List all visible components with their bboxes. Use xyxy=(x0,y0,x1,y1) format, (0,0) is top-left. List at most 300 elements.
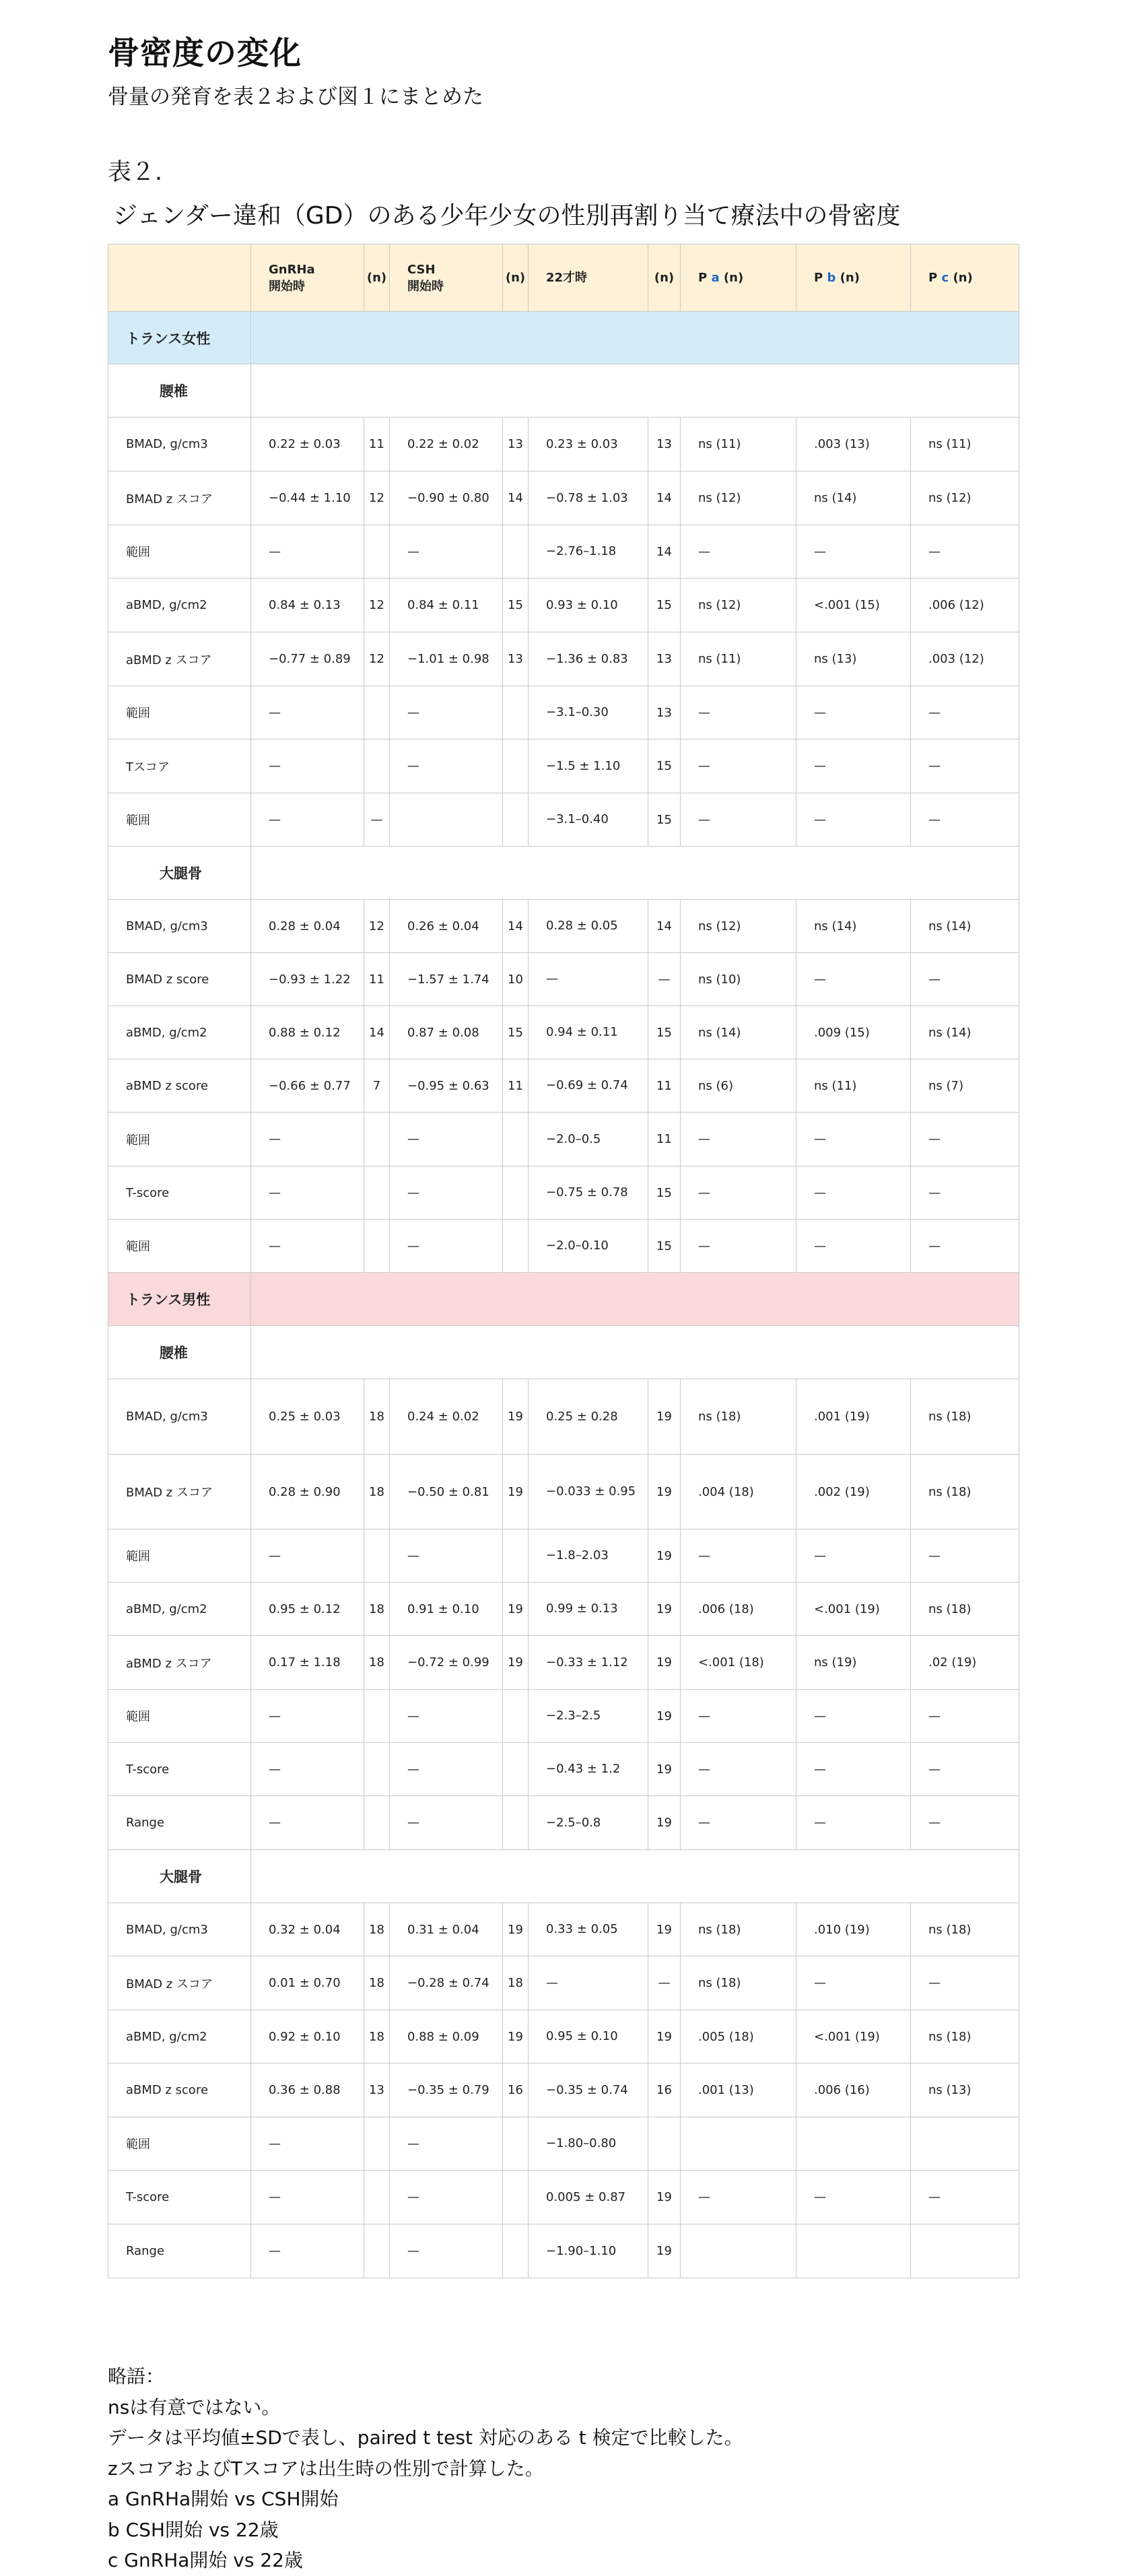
gnrha-value: — xyxy=(251,2117,364,2171)
age22-n: 15 xyxy=(648,793,681,847)
age22-n: 19 xyxy=(648,2010,681,2063)
p-c-value: ns (14) xyxy=(911,1006,1019,1059)
csh-value: — xyxy=(390,1113,503,1166)
gnrha-n xyxy=(364,2117,390,2171)
gnrha-n xyxy=(364,2171,390,2224)
row-label: 範囲 xyxy=(108,525,251,579)
gnrha-n: 11 xyxy=(364,418,390,471)
gnrha-value: — xyxy=(251,793,364,847)
age22-value: −0.43 ± 1.2 xyxy=(529,1743,648,1796)
footnote-line: a GnRHa開始 vs CSH開始 xyxy=(108,2488,339,2510)
gnrha-n: 12 xyxy=(364,632,390,686)
age22-value: −0.35 ± 0.74 xyxy=(529,2063,648,2117)
age22-value: 0.33 ± 0.05 xyxy=(529,1903,648,1956)
p-c-value: ns (14) xyxy=(911,900,1019,953)
age22-n: 13 xyxy=(648,418,681,471)
p-b-value: .010 (19) xyxy=(796,1903,911,1956)
csh-n xyxy=(503,686,529,739)
gnrha-value: −0.77 ± 0.89 xyxy=(251,632,364,686)
age22-n: 19 xyxy=(648,1796,681,1850)
gnrha-value: 0.22 ± 0.03 xyxy=(251,418,364,471)
p-a-value: ns (18) xyxy=(681,1379,796,1455)
p-c-value: — xyxy=(911,1220,1019,1273)
table-row xyxy=(108,1529,1019,1583)
row-label: BMAD, g/cm3 xyxy=(108,1379,251,1455)
table-row xyxy=(108,1743,1019,1796)
age22-n: 15 xyxy=(648,1220,681,1273)
row-label: BMAD z スコア xyxy=(108,1455,251,1529)
age22-n: 19 xyxy=(648,1379,681,1455)
p-b-value: .009 (15) xyxy=(796,1006,911,1059)
row-label: 範囲 xyxy=(108,1690,251,1743)
subsection-row xyxy=(108,1326,1019,1379)
csh-n xyxy=(503,525,529,579)
age22-n: 13 xyxy=(648,686,681,739)
p-b-value: — xyxy=(796,1690,911,1743)
csh-value: — xyxy=(390,2171,503,2224)
p-b-value: <.001 (15) xyxy=(796,579,911,632)
p-b-value: — xyxy=(796,1166,911,1220)
section-row-trans-female xyxy=(108,312,1019,364)
subsection-row xyxy=(108,847,1019,900)
age22-value: 0.99 ± 0.13 xyxy=(529,1583,648,1636)
p-b-value: .003 (13) xyxy=(796,418,911,471)
csh-value: — xyxy=(390,1796,503,1850)
table-row xyxy=(108,1220,1019,1273)
gnrha-value: 0.32 ± 0.04 xyxy=(251,1903,364,1956)
footnote-line: nsは有意ではない。 xyxy=(108,2396,281,2418)
p-a-value xyxy=(681,2224,796,2278)
p-b-value: — xyxy=(796,1743,911,1796)
table-row xyxy=(108,686,1019,739)
gnrha-value: 0.28 ± 0.90 xyxy=(251,1455,364,1529)
p-c-value: .003 (12) xyxy=(911,632,1019,686)
p-b-value: — xyxy=(796,953,911,1006)
age22-value: −3.1–0.30 xyxy=(529,686,648,739)
csh-value: 0.87 ± 0.08 xyxy=(390,1006,503,1059)
section-fill xyxy=(251,1273,1019,1326)
csh-value: −0.90 ± 0.80 xyxy=(390,471,503,525)
p-c-value: — xyxy=(911,1796,1019,1850)
csh-value: — xyxy=(390,1690,503,1743)
p-a-value: — xyxy=(681,1743,796,1796)
p-a-value: .004 (18) xyxy=(681,1455,796,1529)
gnrha-n: 18 xyxy=(364,1956,390,2010)
table-row xyxy=(108,2117,1019,2171)
subsection-label: 腰椎 xyxy=(108,1326,251,1379)
row-label: 範囲 xyxy=(108,1113,251,1166)
p-b-value: — xyxy=(796,793,911,847)
gnrha-n xyxy=(364,1529,390,1583)
p-b-value: .001 (19) xyxy=(796,1379,911,1455)
age22-value: −0.033 ± 0.95 xyxy=(529,1455,648,1529)
row-label: 範囲 xyxy=(108,1529,251,1583)
p-c-value: ns (18) xyxy=(911,1583,1019,1636)
csh-value: 0.91 ± 0.10 xyxy=(390,1583,503,1636)
bone-density-table xyxy=(108,244,1019,2278)
csh-n: 19 xyxy=(503,2010,529,2063)
subsection-fill xyxy=(251,1850,1019,1903)
csh-value: — xyxy=(390,1743,503,1796)
p-label: P xyxy=(928,271,938,285)
row-label: Range xyxy=(108,2224,251,2278)
age22-value: 0.25 ± 0.28 xyxy=(529,1379,648,1455)
gnrha-value: 0.92 ± 0.10 xyxy=(251,2010,364,2063)
p-c-value: — xyxy=(911,1956,1019,2010)
p-a-value: ns (11) xyxy=(681,418,796,471)
gnrha-n-header xyxy=(364,244,390,312)
csh-n xyxy=(503,1166,529,1220)
table-row xyxy=(108,1379,1019,1455)
section-label: トランス女性 xyxy=(108,312,251,364)
csh-value xyxy=(390,793,503,847)
p-c-value: — xyxy=(911,1690,1019,1743)
age22-value: — xyxy=(529,953,648,1006)
p-c-value: ns (13) xyxy=(911,2063,1019,2117)
p-c-value: — xyxy=(911,793,1019,847)
p-b-value: .002 (19) xyxy=(796,1455,911,1529)
gnrha-value: 0.01 ± 0.70 xyxy=(251,1956,364,2010)
csh-n: 11 xyxy=(503,1059,529,1113)
csh-value: −0.35 ± 0.79 xyxy=(390,2063,503,2117)
gnrha-value: — xyxy=(251,525,364,579)
p-a-value: ns (14) xyxy=(681,1006,796,1059)
csh-n: 13 xyxy=(503,418,529,471)
table-row xyxy=(108,1583,1019,1636)
gnrha-value: 0.36 ± 0.88 xyxy=(251,2063,364,2117)
csh-value: — xyxy=(390,525,503,579)
section-row-trans-male xyxy=(108,1273,1019,1326)
gnrha-n: 12 xyxy=(364,471,390,525)
p-a-value: <.001 (18) xyxy=(681,1636,796,1690)
age22-n: 19 xyxy=(648,2171,681,2224)
age22-value: −1.36 ± 0.83 xyxy=(529,632,648,686)
age22-n: 14 xyxy=(648,900,681,953)
row-label: 範囲 xyxy=(108,686,251,739)
n-label: (n) xyxy=(723,271,744,285)
csh-n: 15 xyxy=(503,1006,529,1059)
age22-n: 11 xyxy=(648,1113,681,1166)
header-line-1: CSH xyxy=(407,262,436,277)
page-title: 骨密度の変化 xyxy=(108,35,302,72)
csh-value: 0.24 ± 0.02 xyxy=(390,1379,503,1455)
p-b-value xyxy=(796,2117,911,2171)
p-a-value: ns (10) xyxy=(681,953,796,1006)
table-row xyxy=(108,1113,1019,1166)
row-label: BMAD, g/cm3 xyxy=(108,418,251,471)
header-line-1: GnRHa xyxy=(269,262,315,277)
csh-value: −0.72 ± 0.99 xyxy=(390,1636,503,1690)
p-a-value: — xyxy=(681,1529,796,1583)
p-b-value: — xyxy=(796,1796,911,1850)
age22-n: — xyxy=(648,1956,681,2010)
gnrha-start-header xyxy=(251,244,364,312)
table-row xyxy=(108,2063,1019,2117)
p-a-value: — xyxy=(681,1796,796,1850)
p-label: P xyxy=(698,271,708,285)
csh-n xyxy=(503,1113,529,1166)
gnrha-value: — xyxy=(251,1166,364,1220)
age22-n: 16 xyxy=(648,2063,681,2117)
p-b-value: — xyxy=(796,1113,911,1166)
gnrha-value: −0.66 ± 0.77 xyxy=(251,1059,364,1113)
csh-n xyxy=(503,2171,529,2224)
table-row xyxy=(108,1006,1019,1059)
age22-value: −2.5–0.8 xyxy=(529,1796,648,1850)
age22-n: 15 xyxy=(648,1166,681,1220)
p-a-value: — xyxy=(681,793,796,847)
age22-value: 0.94 ± 0.11 xyxy=(529,1006,648,1059)
p-c-value: ns (18) xyxy=(911,1455,1019,1529)
comparison-superscript: b xyxy=(827,271,836,285)
p-b-value: .006 (16) xyxy=(796,2063,911,2117)
gnrha-n xyxy=(364,1796,390,1850)
csh-value: 0.88 ± 0.09 xyxy=(390,2010,503,2063)
p-c-value: — xyxy=(911,1166,1019,1220)
row-label: aBMD z スコア xyxy=(108,1636,251,1690)
gnrha-n xyxy=(364,2224,390,2278)
age22-value: −1.80–0.80 xyxy=(529,2117,648,2171)
header-line-1: 22才時 xyxy=(546,271,588,285)
csh-n: 18 xyxy=(503,1956,529,2010)
p-a-value: ns (11) xyxy=(681,632,796,686)
gnrha-n xyxy=(364,686,390,739)
subsection-label: 大腿骨 xyxy=(108,847,251,900)
age22-value: −2.76–1.18 xyxy=(529,525,648,579)
p-b-value: ns (11) xyxy=(796,1059,911,1113)
age22-n: 19 xyxy=(648,1903,681,1956)
subsection-fill xyxy=(251,1326,1019,1379)
table-row xyxy=(108,1956,1019,2010)
row-label: aBMD z スコア xyxy=(108,632,251,686)
csh-n-header xyxy=(503,244,529,312)
p-b-value: — xyxy=(796,2171,911,2224)
age22-n: 19 xyxy=(648,1690,681,1743)
csh-value: — xyxy=(390,2224,503,2278)
p-c-value: — xyxy=(911,525,1019,579)
p-c-value: ns (11) xyxy=(911,418,1019,471)
gnrha-n: 18 xyxy=(364,1455,390,1529)
gnrha-value: — xyxy=(251,739,364,793)
table-row xyxy=(108,471,1019,525)
p-a-value: — xyxy=(681,1166,796,1220)
row-label: 範囲 xyxy=(108,2117,251,2171)
table-row xyxy=(108,1903,1019,1956)
p-a-value: ns (12) xyxy=(681,579,796,632)
age22-n: 15 xyxy=(648,739,681,793)
gnrha-n: 13 xyxy=(364,2063,390,2117)
age22-header xyxy=(529,244,648,312)
p-c-value: ns (18) xyxy=(911,1903,1019,1956)
p-a-value: ns (18) xyxy=(681,1903,796,1956)
p-a-value: ns (12) xyxy=(681,900,796,953)
age22-value: 0.28 ± 0.05 xyxy=(529,900,648,953)
row-label: aBMD, g/cm2 xyxy=(108,579,251,632)
p-b-value: — xyxy=(796,1220,911,1273)
p-b-value: — xyxy=(796,686,911,739)
gnrha-value: — xyxy=(251,686,364,739)
csh-value: — xyxy=(390,1220,503,1273)
gnrha-value: — xyxy=(251,1690,364,1743)
csh-n xyxy=(503,1220,529,1273)
section-label: トランス男性 xyxy=(108,1273,251,1326)
gnrha-value: — xyxy=(251,2224,364,2278)
csh-value: 0.84 ± 0.11 xyxy=(390,579,503,632)
table-row xyxy=(108,793,1019,847)
gnrha-value: 0.88 ± 0.12 xyxy=(251,1006,364,1059)
csh-start-header xyxy=(390,244,503,312)
age22-value: 0.23 ± 0.03 xyxy=(529,418,648,471)
table-row xyxy=(108,632,1019,686)
age22-value: — xyxy=(529,1956,648,2010)
gnrha-n xyxy=(364,1743,390,1796)
age22-n: 19 xyxy=(648,1636,681,1690)
csh-value: −0.95 ± 0.63 xyxy=(390,1059,503,1113)
p-c-value xyxy=(911,2224,1019,2278)
p-a-value: ns (18) xyxy=(681,1956,796,2010)
csh-value: −0.28 ± 0.74 xyxy=(390,1956,503,2010)
csh-n xyxy=(503,2117,529,2171)
table-label: 表２. xyxy=(108,159,163,186)
n-label: (n) xyxy=(840,271,860,285)
csh-value: −1.01 ± 0.98 xyxy=(390,632,503,686)
p-a-value: — xyxy=(681,2171,796,2224)
gnrha-n: 12 xyxy=(364,900,390,953)
p-b-value: — xyxy=(796,525,911,579)
age22-value: −1.8–2.03 xyxy=(529,1529,648,1583)
age22-n: 19 xyxy=(648,1743,681,1796)
csh-n: 19 xyxy=(503,1636,529,1690)
csh-value: — xyxy=(390,739,503,793)
table-caption: ジェンダー違和（GD）のある少年少女の性別再割り当て療法中の骨密度 xyxy=(113,202,901,230)
p-a-header xyxy=(681,244,796,312)
csh-n xyxy=(503,2224,529,2278)
gnrha-value: 0.95 ± 0.12 xyxy=(251,1583,364,1636)
age22-value: 0.95 ± 0.10 xyxy=(529,2010,648,2063)
row-label: BMAD, g/cm3 xyxy=(108,900,251,953)
age22-n: 19 xyxy=(648,2224,681,2278)
p-c-value: ns (12) xyxy=(911,471,1019,525)
row-label: BMAD z スコア xyxy=(108,471,251,525)
p-c-value: — xyxy=(911,1743,1019,1796)
gnrha-n: 18 xyxy=(364,1379,390,1455)
csh-value: — xyxy=(390,1529,503,1583)
row-label: aBMD, g/cm2 xyxy=(108,1583,251,1636)
row-label: aBMD, g/cm2 xyxy=(108,1006,251,1059)
table-header-row xyxy=(108,244,1019,312)
n-label: (n) xyxy=(953,271,973,285)
age22-value: −2.3–2.5 xyxy=(529,1690,648,1743)
p-b-value xyxy=(796,2224,911,2278)
gnrha-n: — xyxy=(364,793,390,847)
csh-n: 15 xyxy=(503,579,529,632)
csh-n xyxy=(503,739,529,793)
csh-n xyxy=(503,1690,529,1743)
csh-value: 0.22 ± 0.02 xyxy=(390,418,503,471)
row-label: T-score xyxy=(108,2171,251,2224)
age22-value: −1.5 ± 1.10 xyxy=(529,739,648,793)
footnote-line: b CSH開始 vs 22歳 xyxy=(108,2518,279,2541)
table-row xyxy=(108,2010,1019,2063)
p-a-value: — xyxy=(681,1690,796,1743)
gnrha-value: −0.44 ± 1.10 xyxy=(251,471,364,525)
csh-value: −1.57 ± 1.74 xyxy=(390,953,503,1006)
row-label: T-score xyxy=(108,1166,251,1220)
gnrha-n xyxy=(364,1220,390,1273)
age22-value: −0.33 ± 1.12 xyxy=(529,1636,648,1690)
p-a-value xyxy=(681,2117,796,2171)
table-row xyxy=(108,1636,1019,1690)
page-subtitle: 骨量の発育を表２および図１にまとめた xyxy=(108,85,483,109)
row-label: BMAD z score xyxy=(108,953,251,1006)
table-row xyxy=(108,739,1019,793)
gnrha-value: — xyxy=(251,1220,364,1273)
subsection-fill xyxy=(251,364,1019,418)
csh-value: 0.31 ± 0.04 xyxy=(390,1903,503,1956)
row-label: Tスコア xyxy=(108,739,251,793)
subsection-label: 大腿骨 xyxy=(108,1850,251,1903)
table-row xyxy=(108,1455,1019,1529)
csh-value: — xyxy=(390,686,503,739)
age22-n: 14 xyxy=(648,471,681,525)
gnrha-value: 0.28 ± 0.04 xyxy=(251,900,364,953)
gnrha-n: 18 xyxy=(364,2010,390,2063)
gnrha-value: 0.17 ± 1.18 xyxy=(251,1636,364,1690)
p-a-value: — xyxy=(681,1220,796,1273)
p-c-value: .02 (19) xyxy=(911,1636,1019,1690)
table-row xyxy=(108,525,1019,579)
p-a-value: .001 (13) xyxy=(681,2063,796,2117)
p-c-value: — xyxy=(911,1529,1019,1583)
p-b-header xyxy=(796,244,911,312)
p-a-value: — xyxy=(681,739,796,793)
gnrha-n xyxy=(364,525,390,579)
csh-n: 13 xyxy=(503,632,529,686)
age22-n: 15 xyxy=(648,579,681,632)
section-fill xyxy=(251,312,1019,364)
p-c-value: — xyxy=(911,686,1019,739)
csh-n xyxy=(503,793,529,847)
age22-value: 0.93 ± 0.10 xyxy=(529,579,648,632)
row-label-column-header xyxy=(108,244,251,312)
header-line-2: 開始時 xyxy=(269,279,305,294)
footnote-line: c GnRHa開始 vs 22歳 xyxy=(108,2549,303,2571)
csh-n: 10 xyxy=(503,953,529,1006)
header-line-1: (n) xyxy=(654,271,675,285)
gnrha-value: — xyxy=(251,1743,364,1796)
p-label: P xyxy=(814,271,823,285)
gnrha-n: 14 xyxy=(364,1006,390,1059)
age22-value: −2.0–0.5 xyxy=(529,1113,648,1166)
age22-n: 11 xyxy=(648,1059,681,1113)
p-b-value: ns (19) xyxy=(796,1636,911,1690)
gnrha-value: — xyxy=(251,1796,364,1850)
table-row xyxy=(108,900,1019,953)
age22-value: −3.1–0.40 xyxy=(529,793,648,847)
age22-value: −0.75 ± 0.78 xyxy=(529,1166,648,1220)
csh-n xyxy=(503,1743,529,1796)
row-label: 範囲 xyxy=(108,793,251,847)
row-label: aBMD z score xyxy=(108,1059,251,1113)
csh-n: 19 xyxy=(503,1583,529,1636)
p-c-value: — xyxy=(911,953,1019,1006)
p-b-value: — xyxy=(796,1956,911,2010)
age22-value: 0.005 ± 0.87 xyxy=(529,2171,648,2224)
age22-n: 15 xyxy=(648,1006,681,1059)
p-a-value: — xyxy=(681,1113,796,1166)
row-label: 範囲 xyxy=(108,1220,251,1273)
table-row xyxy=(108,2171,1019,2224)
